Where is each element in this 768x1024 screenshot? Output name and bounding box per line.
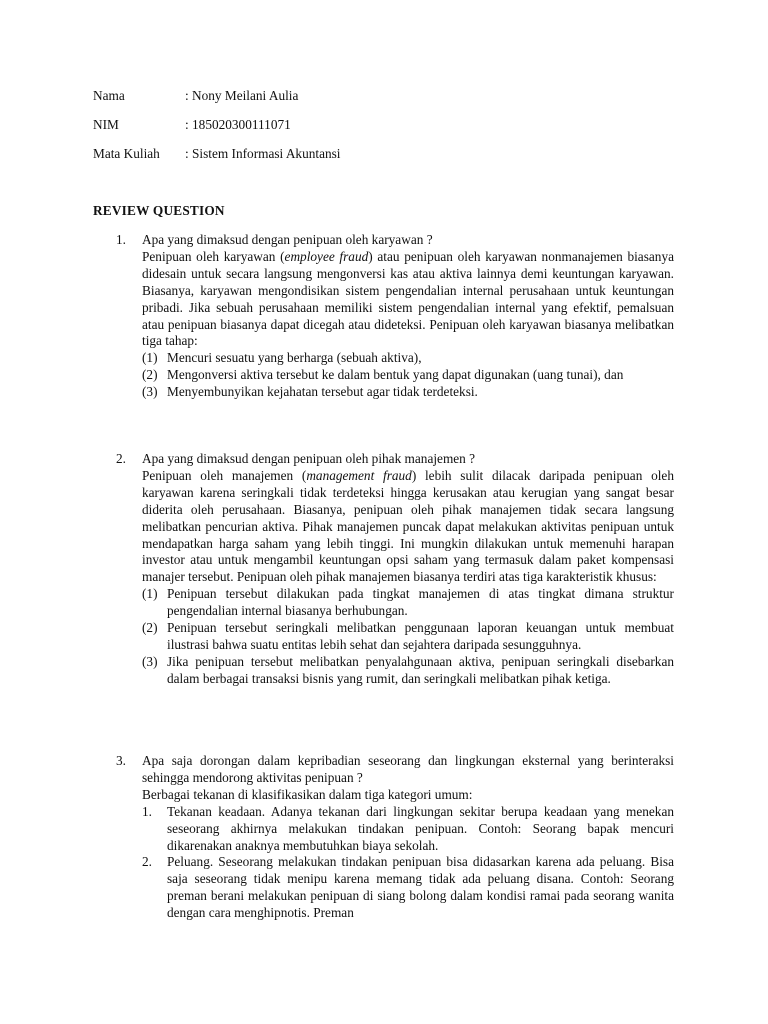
info-label: NIM: [93, 117, 119, 132]
question-number: 2.: [116, 451, 126, 466]
list-item: 2. Peluang. Seseorang melakukan tindakan penipuan bisa didasarkan karena ada peluang. Bisa saja seseorang tidak menipu karena memang tidak ada peluang disana. Contoh: Seorang preman berani melakukan penipuan di siang bolong dalam kondisi ramai pada seorang wanita dengan cara menghipnotis. Preman: [142, 854, 674, 921]
section-title: REVIEW QUESTION: [93, 203, 225, 218]
question-number: 3.: [116, 753, 126, 768]
list-item: (2) Penipuan tersebut seringkali melibatkan penggunaan laporan keuangan untuk membuat ilustrasi bahwa suatu entitas lebih sehat dan sejahtera daripada sesungguhnya.: [142, 620, 674, 652]
question-text: Apa saja dorongan dalam kepribadian seseorang dan lingkungan eksternal yang berinteraksi sehingga mendorong aktivitas penipuan ?: [142, 753, 674, 785]
list-item: (3) Menyembunyikan kejahatan tersebut agar tidak terdeteksi.: [142, 384, 478, 400]
info-label: Mata Kuliah: [93, 146, 160, 161]
question-2: [116, 451, 674, 688]
question-number: 1.: [116, 232, 126, 247]
list-item: (1) Mencuri sesuatu yang berharga (sebuah aktiva),: [142, 350, 422, 366]
question-3: [116, 753, 674, 922]
question-text: Apa yang dimaksud dengan penipuan oleh karyawan ?: [142, 232, 433, 247]
info-value: : Nony Meilani Aulia: [185, 88, 299, 103]
info-label: Nama: [93, 88, 125, 103]
question-text: Apa yang dimaksud dengan penipuan oleh pihak manajemen ?: [142, 451, 476, 466]
list-item: (1) Penipuan tersebut dilakukan pada tingkat manajemen di atas tingkat dimana struktur pengendalian internal biasanya berhubungan.: [142, 586, 674, 619]
answer-paragraph: Penipuan oleh karyawan (employee fraud) atau penipuan oleh karyawan nonmanajemen biasanya didesain untuk secara langsung mengonversi kas atau aktiva lainnya demi keuntungan karyawan. Biasanya, karyawan mengondisikan sistem pengendalian internal perusahaan untuk keuntungan pribadi. Jika sebuah perusahaan memiliki sistem pengendalian internal yang efektif, pemalsuan atau penipuan biasanya dapat dicegah atau dideteksi. Penipuan oleh karyawan biasanya melibatkan tiga tahap:: [142, 248, 674, 349]
info-row-nama: [93, 88, 298, 105]
info-row-nim: [93, 117, 291, 134]
question-1: [116, 232, 674, 401]
list-item: (2) Mengonversi aktiva tersebut ke dalam bentuk yang dapat digunakan (uang tunai), dan: [142, 367, 624, 383]
info-value: : Sistem Informasi Akuntansi: [185, 146, 341, 161]
answer-paragraph: Penipuan oleh manajemen (management fraud) lebih sulit dilacak daripada penipuan oleh karyawan karena seringkali tidak terdeteksi hingga kerusakan atau kerugian yang sangat besar diderita oleh perusahaan. Biasanya, penipuan oleh pihak manajemen tidak secara langsung melibatkan pencurian aktiva. Pihak manajemen puncak dapat melakukan aktivitas penipuan untuk mendapatkan harga saham yang lebih tinggi. Ini mungkin dilakukan untuk memenuhi harapan investor atau untuk mengambil keuntungan opsi saham yang termasuk dalam paket kompensasi manajer tersebut. Penipuan oleh pihak manajemen biasanya terdiri atas tiga karakteristik khusus:: [142, 467, 674, 585]
info-value: : 185020300111071: [185, 117, 291, 132]
list-item: (3) Jika penipuan tersebut melibatkan penyalahgunaan aktiva, penipuan seringkali disebarkan dalam berbagai transaksi bisnis yang rumit, dan seringkali melibatkan pihak ketiga.: [142, 653, 674, 686]
list-item: 1. Tekanan keadaan. Adanya tekanan dari lingkungan sekitar berupa keadaan yang menekan seseorang akhirnya melakukan tindakan penipuan. Contoh: Seorang bapak mencuri dikarenakan anaknya membutuhkan biaya sekolah.: [142, 803, 674, 853]
info-row-mata-kuliah: [93, 146, 341, 163]
answer-paragraph: Berbagai tekanan di klasifikasikan dalam tiga kategori umum:: [142, 786, 473, 802]
